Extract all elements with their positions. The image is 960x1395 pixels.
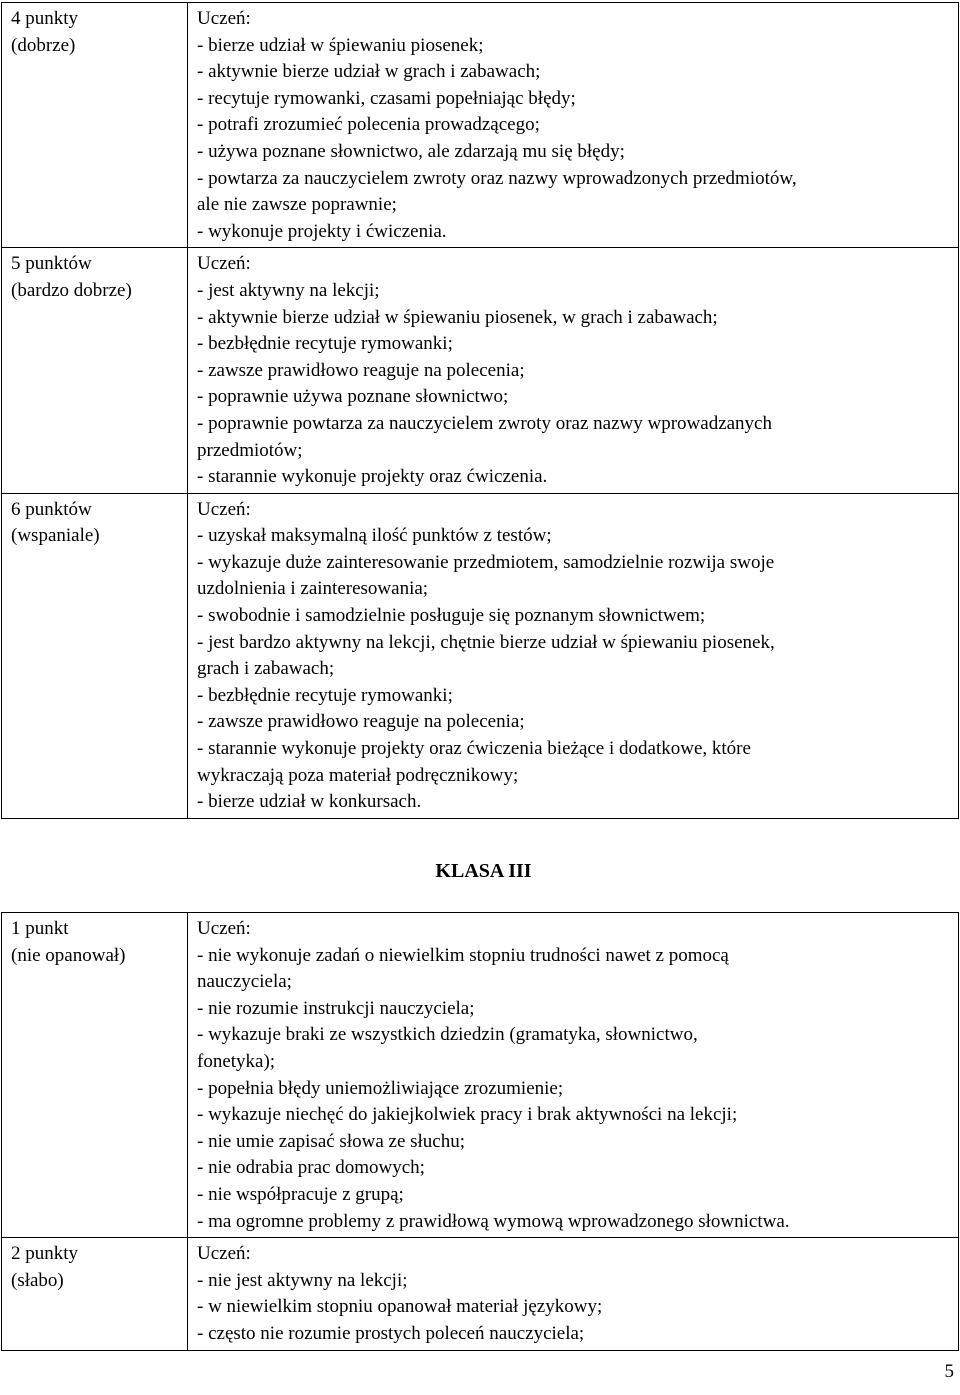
description-line: - często nie rozumie prostych poleceń nauczyciela; — [197, 1322, 585, 1344]
grading-table-klasa-iii — [1, 912, 959, 1351]
grade-cell — [2, 248, 188, 493]
grade-cell — [2, 913, 188, 1238]
description-line: - recytuje rymowanki, czasami popełniając błędy; — [197, 87, 576, 109]
description-line: - aktywnie bierze udział w śpiewaniu piosenek, w grach i zabawach; — [197, 306, 718, 328]
description-line: - bezbłędnie recytuje rymowanki; — [197, 684, 453, 706]
description-intro: Uczeń: — [197, 498, 251, 520]
description-cell — [188, 913, 959, 1238]
description-line: - wykonuje projekty i ćwiczenia. — [197, 220, 447, 242]
description-line: - w niewielkim stopniu opanował materiał językowy; — [197, 1296, 603, 1318]
grade-label: (słabo) — [11, 1269, 64, 1291]
description-line: - jest bardzo aktywny na lekcji, chętnie bierze udział w śpiewaniu piosenek, — [197, 631, 775, 653]
grade-label: (dobrze) — [11, 34, 76, 56]
grade-row — [2, 3, 959, 248]
description-cell — [188, 1238, 959, 1350]
description-line: wykraczają poza materiał podręcznikowy; — [197, 764, 519, 786]
description-line: - starannie wykonuje projekty oraz ćwiczenia bieżące i dodatkowe, które — [197, 738, 751, 760]
grade-label: (bardzo dobrze) — [11, 279, 132, 301]
description-line: - jest aktywny na lekcji; — [197, 279, 380, 301]
description-line: grach i zabawach; — [197, 658, 335, 680]
grade-row — [2, 248, 959, 493]
description-line: - zawsze prawidłowo reaguje na polecenia; — [197, 711, 525, 733]
description-line: - nie odrabia prac domowych; — [197, 1157, 425, 1179]
description-line: - używa poznane słownictwo, ale zdarzają mu się błędy; — [197, 140, 625, 162]
description-intro: Uczeń: — [197, 918, 251, 939]
description-line: - nie umie zapisać słowa ze słuchu; — [197, 1130, 466, 1152]
description-line: - swobodnie i samodzielnie posługuje się poznanym słownictwem; — [197, 605, 706, 627]
description-line: - nie wykonuje zadań o niewielkim stopniu trudności nawet z pomocą — [197, 944, 729, 966]
description-line: - powtarza za nauczycielem zwroty oraz nazwy wprowadzonych przedmiotów, — [197, 167, 797, 189]
description-cell — [188, 3, 959, 248]
grading-table-body — [2, 3, 959, 819]
description-line: - bezbłędnie recytuje rymowanki; — [197, 333, 453, 355]
grade-row — [2, 1238, 959, 1350]
description-cell — [188, 493, 959, 818]
description-intro: Uczeń: — [197, 1243, 251, 1265]
description-line: - poprawnie używa poznane słownictwo; — [197, 386, 509, 408]
description-intro: Uczeń: — [197, 8, 251, 29]
grading-table-upper — [1, 2, 959, 819]
description-line: - wykazuje braki ze wszystkich dziedzin (gramatyka, słownictwo, — [197, 1024, 698, 1046]
description-line: - wykazuje niechęć do jakiejkolwiek pracy i brak aktywności na lekcji; — [197, 1104, 738, 1126]
description-line: - bierze udział w konkursach. — [197, 791, 422, 813]
description-line: ale nie zawsze poprawnie; — [197, 194, 397, 216]
description-line: - poprawnie powtarza za nauczycielem zwroty oraz nazwy wprowadzanych — [197, 412, 772, 434]
grade-cell — [2, 493, 188, 818]
description-line: - aktywnie bierze udział w grach i zabawach; — [197, 61, 541, 83]
description-line: - wykazuje duże zainteresowanie przedmiotem, samodzielnie rozwija swoje — [197, 551, 775, 573]
section-heading-klasa-iii: KLASA III — [435, 860, 532, 882]
description-line: przedmiotów; — [197, 439, 303, 461]
grade-points: 6 punktów — [11, 498, 92, 520]
description-line: - nie rozumie instrukcji nauczyciela; — [197, 997, 475, 1019]
description-line: - nie jest aktywny na lekcji; — [197, 1269, 408, 1291]
grade-points: 2 punkty — [11, 1243, 79, 1265]
grade-cell — [2, 3, 188, 248]
description-line: - nie współpracuje z grupą; — [197, 1183, 404, 1205]
description-line: - popełnia błędy uniemożliwiające zrozumienie; — [197, 1077, 564, 1099]
description-line: - bierze udział w śpiewaniu piosenek; — [197, 34, 484, 56]
description-line: - zawsze prawidłowo reaguje na polecenia; — [197, 359, 525, 381]
description-line: - ma ogromne problemy z prawidłową wymową wprowadzonego słownictwa. — [197, 1210, 790, 1232]
description-line: uzdolnienia i zainteresowania; — [197, 578, 429, 600]
description-line: - uzyskał maksymalną ilość punktów z testów; — [197, 525, 552, 547]
description-line: - potrafi zrozumieć polecenia prowadzącego; — [197, 114, 540, 136]
grading-table-body — [2, 913, 959, 1351]
grade-label: (wspaniale) — [11, 525, 100, 547]
grade-row — [2, 493, 959, 818]
page-number: 5 — [944, 1361, 954, 1382]
description-line: nauczyciela; — [197, 971, 292, 993]
description-cell — [188, 248, 959, 493]
grade-label: (nie opanował) — [11, 944, 126, 966]
grade-points: 1 punkt — [11, 918, 69, 939]
description-intro: Uczeń: — [197, 253, 251, 275]
grade-points: 4 punkty — [11, 8, 79, 29]
grade-points: 5 punktów — [11, 253, 92, 275]
grade-cell — [2, 1238, 188, 1350]
description-line: fonetyka); — [197, 1050, 276, 1072]
grade-row — [2, 913, 959, 1238]
description-line: - starannie wykonuje projekty oraz ćwiczenia. — [197, 466, 548, 488]
